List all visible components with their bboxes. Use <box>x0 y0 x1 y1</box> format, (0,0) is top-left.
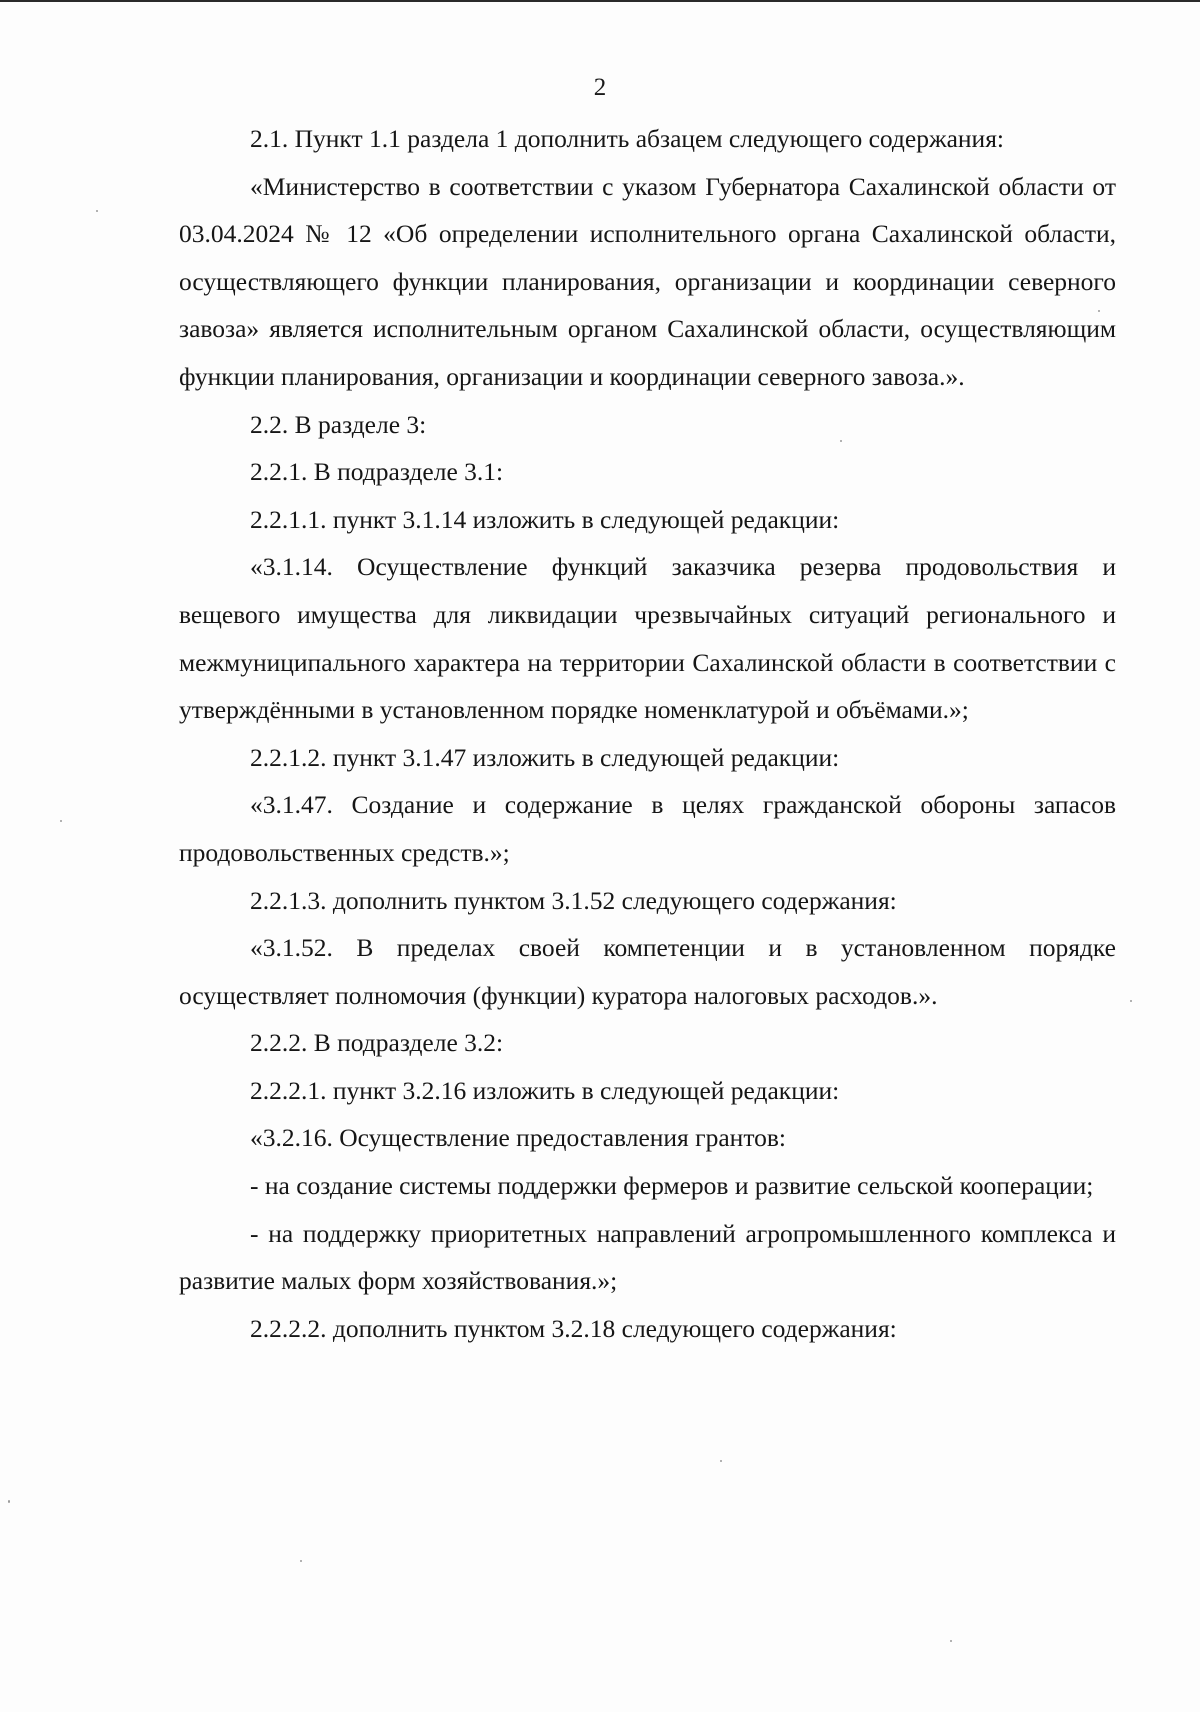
scan-speck <box>60 820 62 822</box>
paragraph-2-2-1-2: 2.2.1.2. пункт 3.1.47 изложить в следующей редакции: <box>250 742 840 772</box>
paragraph-3-1-47-quote: «3.1.47. Создание и содержание в целях гражданской обороны запасов продовольственных средств.»; <box>179 790 1116 867</box>
scan-speck <box>96 210 98 212</box>
paragraph-2-2-1-3: 2.2.1.3. дополнить пунктом 3.1.52 следующего содержания: <box>250 885 897 915</box>
paragraph-2-2-2-2: 2.2.2.2. дополнить пунктом 3.2.18 следующего содержания: <box>250 1313 897 1343</box>
scan-speck <box>720 1460 722 1462</box>
paragraph-ministry-quote: «Министерство в соответствии с указом Губернатора Сахалинской области от 03.04.2024 № 12 «Об определении исполнительного органа Сахалинской области, осуществляющего функции планирования, организации и координации северного завоза» является исполнительным органом Сахалинской области, осуществляющим функции планирования, организации и координации северного завоза.». <box>179 171 1116 391</box>
paragraph-2-1: 2.1. Пункт 1.1 раздела 1 дополнить абзацем следующего содержания: <box>250 124 1005 153</box>
scan-speck <box>1130 1000 1132 1002</box>
scan-speck <box>8 1500 10 1503</box>
paragraph-2-2-1-1: 2.2.1.1. пункт 3.1.14 изложить в следующей редакции: <box>250 504 840 534</box>
scan-speck <box>300 1560 302 1562</box>
document-body <box>179 115 1116 1352</box>
paragraph-3-2-16-quote: «3.2.16. Осуществление предоставления грантов: <box>250 1123 787 1153</box>
top-edge-line <box>0 0 1200 2</box>
page-number: 2 <box>593 74 607 101</box>
paragraph-2-2-2: 2.2.2. В подразделе 3.2: <box>250 1028 504 1058</box>
scan-speck <box>950 1640 952 1642</box>
scan-speck <box>840 440 842 442</box>
paragraph-2-2: 2.2. В разделе 3: <box>250 409 427 439</box>
paragraph-2-2-2-1: 2.2.2.1. пункт 3.2.16 изложить в следующей редакции: <box>250 1075 840 1105</box>
list-item-farmers: - на создание системы поддержки фермеров и развитие сельской кооперации; <box>250 1171 1094 1201</box>
paragraph-2-2-1: 2.2.1. В подразделе 3.1: <box>250 457 504 487</box>
list-item-agro: - на поддержку приоритетных направлений агропромышленного комплекса и развитие малых форм хозяйствования.»; <box>179 1218 1116 1296</box>
paragraph-3-1-52-quote: «3.1.52. В пределах своей компетенции и в установленном порядке осуществляет полномочия (функции) куратора налоговых расходов.». <box>179 933 1116 1010</box>
paragraph-3-1-14-quote: «3.1.14. Осуществление функций заказчика резерва продовольствия и вещевого имущества для ликвидации чрезвычайных ситуаций регионального и межмуниципального характера на территории Сахалинской области в соответствии с утверждёнными в установленном порядке номенклатурой и объёмами.»; <box>179 552 1116 725</box>
scan-speck <box>1098 310 1100 312</box>
